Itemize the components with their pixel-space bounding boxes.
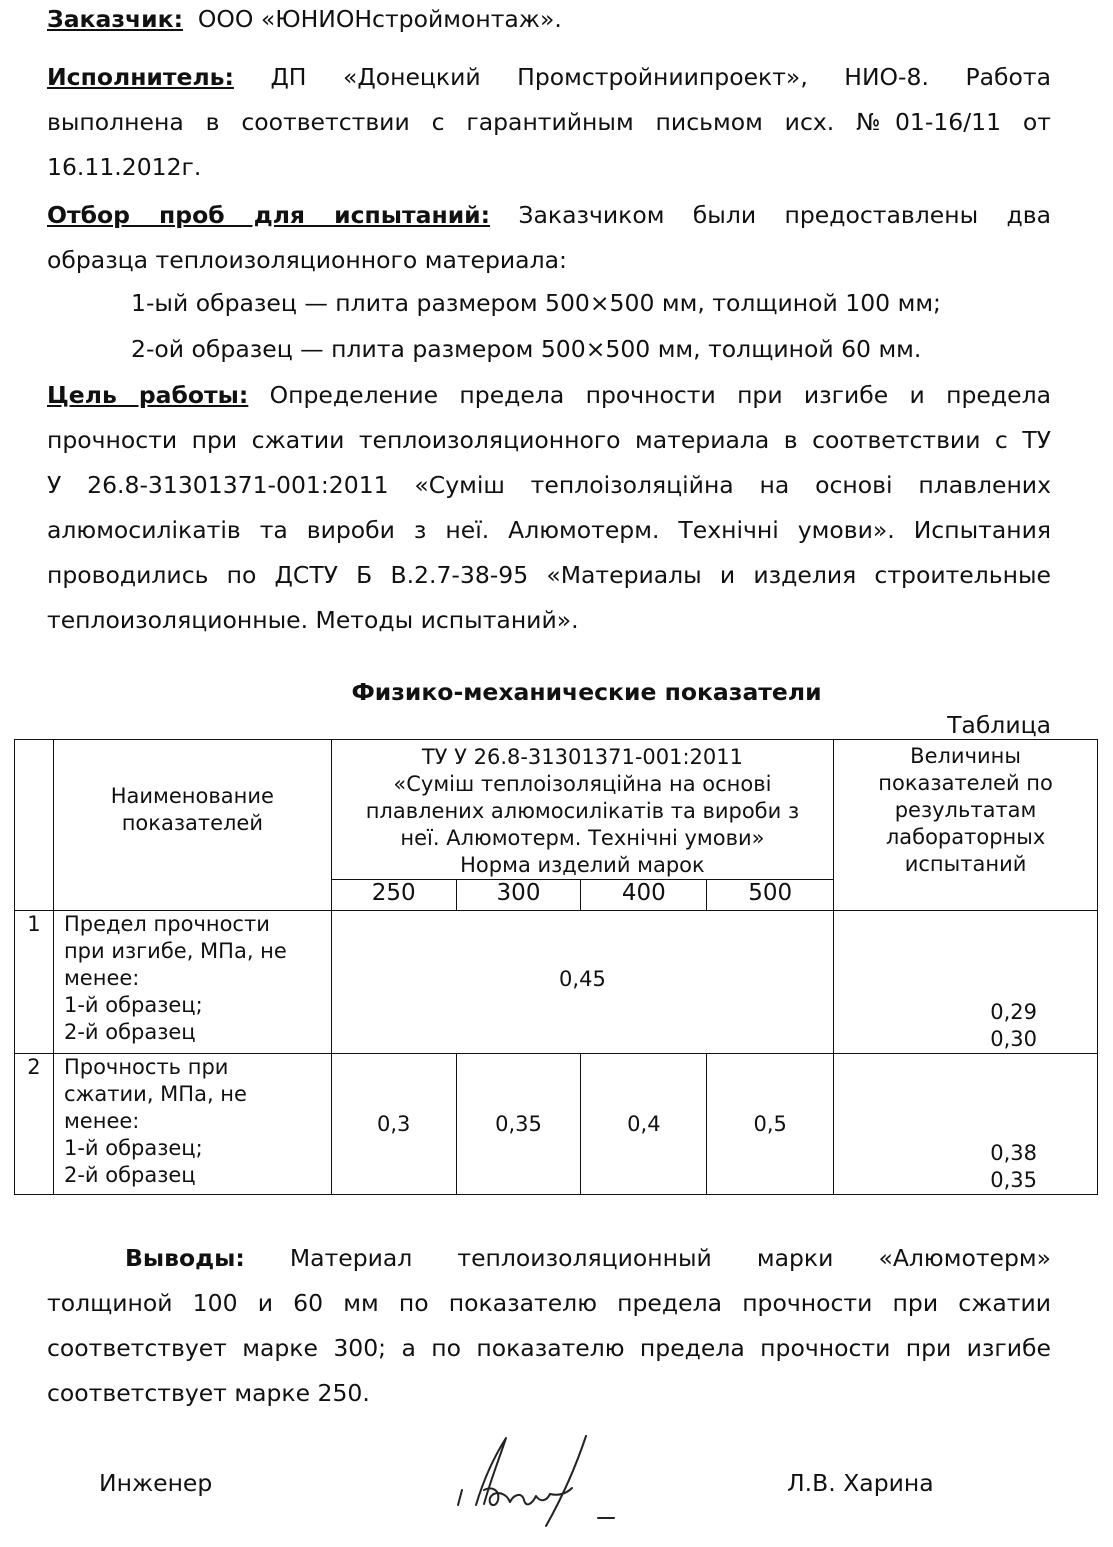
row-2-name-line-5: 2-й образец: [63, 1163, 196, 1187]
signer-position: Инженер: [99, 1469, 213, 1497]
goal-paragraph: [47, 373, 1051, 643]
customer-line: [47, 0, 1051, 42]
row-2-result-2: 0,35: [990, 1168, 1037, 1192]
executor-paragraph: [47, 55, 1051, 190]
executor-line-2: выполнена в соответствии с гарантийным письмом исх. №01-16/11 от: [47, 108, 1051, 136]
row-2-name-line-4: 1-й образец;: [63, 1136, 203, 1160]
header-norm-line-3: плавлених алюмосилікатів та вироби з: [365, 799, 800, 823]
row-1-name-line-5: 2-й образец: [63, 1020, 196, 1044]
table-title: Физико-механические показатели: [351, 678, 822, 706]
header-name-line-2: показателей: [121, 811, 263, 835]
grade-300: 300: [456, 880, 581, 911]
row-1-result-2: 0,30: [990, 1027, 1037, 1051]
header-result-cell: [834, 740, 1098, 911]
header-num-cell: [15, 740, 54, 911]
row-1-name: [53, 911, 331, 1054]
table-note: Таблица: [947, 711, 1051, 739]
customer-value: ООО «ЮНИОНстроймонтаж».: [197, 5, 562, 33]
conclusion-line-2: толщиной 100 и 60 мм по показателю предела прочности при сжатии: [47, 1289, 1051, 1317]
goal-line-4: алюмосилікатів та вироби з неї. Алюмотерм. Технічні умови». Испытания: [47, 516, 1051, 544]
sample-1: 1-ый образец — плита размером 500×500 мм, толщиной 100 мм;: [131, 289, 941, 317]
properties-table: [14, 739, 1098, 1195]
sampling-line-1: Заказчиком были предоставлены два: [518, 201, 1051, 229]
executor-line-1: ДП «Донецкий Промстройниипроект», НИО-8. Работа: [270, 63, 1051, 91]
conclusion-paragraph: [47, 1236, 1051, 1416]
row-2-norm-500: 0,5: [707, 1054, 834, 1195]
goal-line-5: проводились по ДСТУ Б В.2.7-38-95 «Материалы и изделия строительные: [47, 561, 1051, 589]
row-2-norm-300: 0,35: [456, 1054, 581, 1195]
row-2-name-line-2: сжатии, МПа, не: [63, 1082, 247, 1106]
conclusion-line-1: Материал теплоизоляционный марки «Алюмотерм»: [289, 1244, 1051, 1272]
row-2-name-line-1: Прочность при: [63, 1055, 229, 1079]
goal-line-2: прочности при сжатии теплоизоляционного материала в соответствии с ТУ: [47, 426, 1051, 454]
header-norm-cell: [331, 740, 833, 880]
header-result-line-5: испытаний: [904, 852, 1027, 876]
executor-label: Исполнитель:: [47, 63, 234, 91]
header-result-line-2: показателей по: [878, 771, 1053, 795]
row-2-name: [53, 1054, 331, 1195]
customer-label: Заказчик:: [47, 5, 183, 33]
table-row: [15, 911, 1098, 1054]
row-2-results: [834, 1054, 1098, 1195]
sampling-paragraph: [47, 193, 1051, 283]
header-name-cell: [53, 740, 331, 911]
goal-line-3: У 26.8-31301371-001:2011 «Суміш теплоізоляційна на основі плавлених: [47, 471, 1051, 499]
sampling-line-2: образца теплоизоляционного материала:: [47, 246, 567, 274]
row-1-result-1: 0,29: [990, 1000, 1037, 1024]
header-norm-line-1: ТУ У 26.8-31301371-001:2011: [421, 745, 744, 769]
handwritten-signature: [440, 1430, 630, 1530]
header-result-line-1: Величины: [910, 744, 1021, 768]
header-norm-line-5: Норма изделий марок: [460, 853, 705, 877]
conclusion-label: Выводы:: [125, 1244, 245, 1272]
grade-500: 500: [707, 880, 834, 911]
sample-2: 2-ой образец — плита размером 500×500 мм, толщиной 60 мм.: [131, 335, 922, 363]
row-1-results: [834, 911, 1098, 1054]
row-1-num: 1: [15, 911, 54, 1054]
goal-line-1: Определение предела прочности при изгибе и предела: [269, 381, 1051, 409]
row-1-name-line-4: 1-й образец;: [63, 993, 203, 1017]
header-name-line-1: Наименование: [110, 784, 274, 808]
row-1-name-line-1: Предел прочности: [63, 912, 270, 936]
row-2-name-line-3: менее:: [63, 1109, 140, 1133]
row-2-norm-400: 0,4: [581, 1054, 707, 1195]
row-1-norm: 0,45: [331, 911, 833, 1054]
header-result-line-4: лабораторных: [885, 825, 1046, 849]
row-2-num: 2: [15, 1054, 54, 1195]
grade-250: 250: [331, 880, 456, 911]
row-1-name-line-2: при изгибе, МПа, не: [63, 939, 287, 963]
signer-name: Л.В. Харина: [787, 1469, 934, 1497]
conclusion-line-4: соответствует марке 250.: [47, 1379, 370, 1407]
header-norm-line-4: неї. Алюмотерм. Технічні умови»: [400, 826, 765, 850]
table-row: [15, 1054, 1098, 1195]
conclusion-line-3: соответствует марке 300; а по показателю предела прочности при изгибе: [47, 1334, 1051, 1362]
grade-400: 400: [581, 880, 707, 911]
goal-label: Цель работы:: [47, 381, 249, 409]
row-2-norm-250: 0,3: [331, 1054, 456, 1195]
row-2-result-1: 0,38: [990, 1141, 1037, 1165]
header-norm-line-2: «Суміш теплоізоляційна на основі: [393, 772, 772, 796]
header-result-line-3: результатам: [894, 798, 1037, 822]
sampling-label: Отбор проб для испытаний:: [47, 201, 491, 229]
executor-line-3: 16.11.2012г.: [47, 153, 202, 181]
row-1-name-line-3: менее:: [63, 966, 140, 990]
goal-line-6: теплоизоляционные. Методы испытаний».: [47, 606, 579, 634]
